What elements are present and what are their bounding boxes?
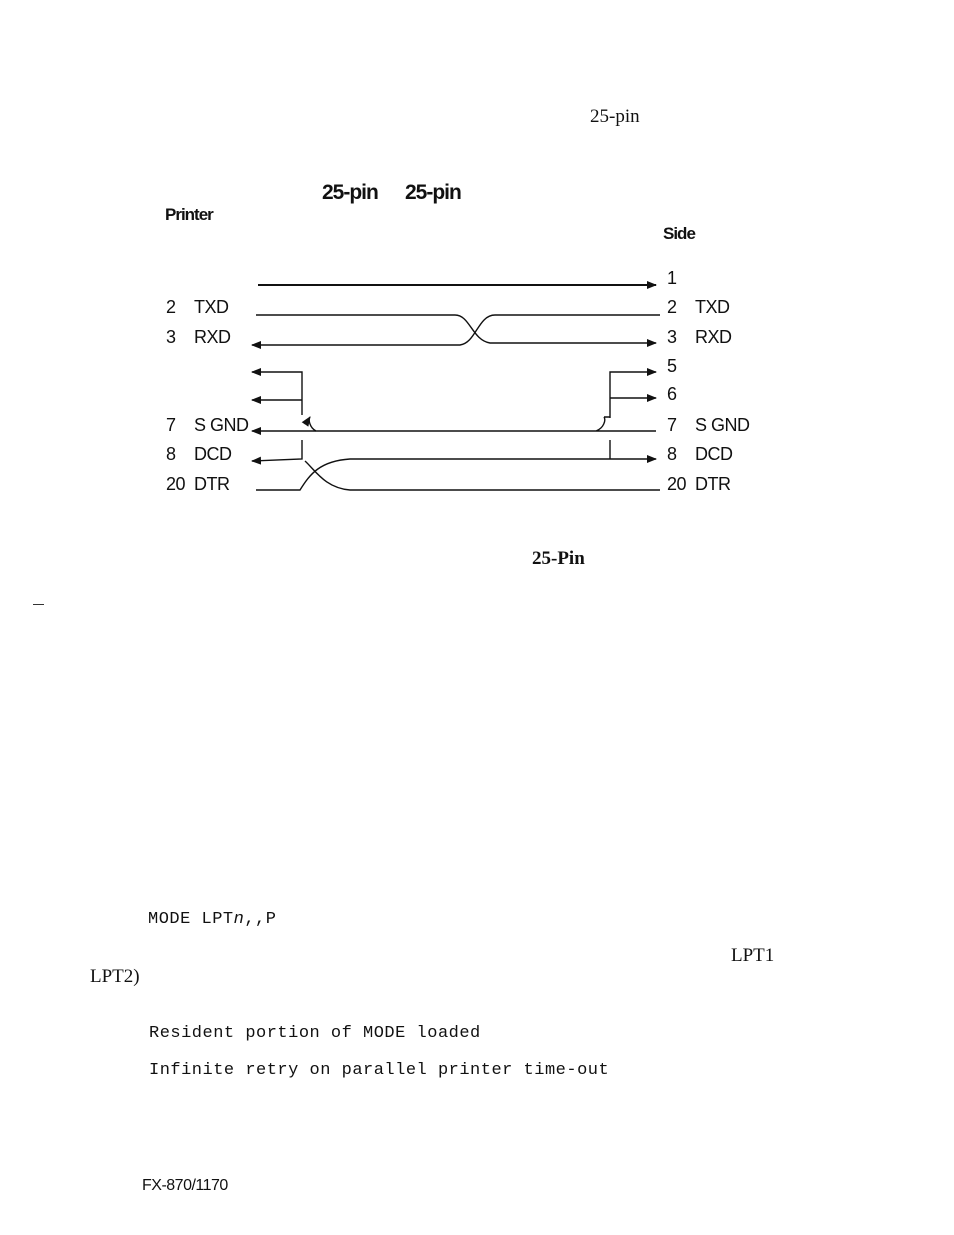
- left-pin-number: 8: [166, 444, 176, 464]
- page-footer: FX-870/1170: [142, 1177, 228, 1194]
- left-pin-number: 20: [166, 474, 186, 494]
- figure-caption: 25-Pin: [532, 548, 585, 569]
- right-pin-number: 20: [667, 474, 687, 494]
- wire-dtr-cross: [305, 461, 660, 490]
- lpt1-label: LPT1: [731, 945, 775, 966]
- wire-left-loop: [252, 372, 302, 415]
- left-pin-signal: S GND: [194, 415, 249, 435]
- left-pin-signal: DTR: [194, 474, 230, 494]
- wire-dcd-cross: [256, 459, 610, 490]
- left-pin-number: 7: [166, 415, 176, 435]
- left-pin-number: 3: [166, 327, 176, 347]
- left-pin-signal: TXD: [194, 297, 229, 317]
- lpt2-label: LPT2): [90, 966, 140, 987]
- wire-txd-cross: [256, 315, 656, 343]
- mode-command: [148, 910, 276, 929]
- wire-right-loop: [610, 372, 656, 418]
- wire-left-loop-dcd: [252, 440, 302, 461]
- right-pin-signal: S GND: [695, 415, 750, 435]
- right-pin-signal: TXD: [695, 297, 730, 317]
- right-pin-number: 5: [667, 356, 677, 376]
- right-side-label: Side: [663, 224, 695, 243]
- right-pin-number: 3: [667, 327, 677, 347]
- right-pin-signal: DCD: [695, 444, 733, 464]
- right-pin-number: 6: [667, 384, 677, 404]
- right-pin-number: 1: [667, 268, 677, 288]
- top-connector-label: 25-pin: [590, 106, 640, 127]
- mode-command-suffix: ,,P: [244, 910, 277, 929]
- left-side-label: Printer: [165, 205, 213, 224]
- left-pin-signal: DCD: [194, 444, 232, 464]
- right-pin-signal: RXD: [695, 327, 732, 347]
- mode-command-prefix: MODE LPT: [148, 910, 234, 929]
- right-pin-signal: DTR: [695, 474, 731, 494]
- left-pin-number: 2: [166, 297, 176, 317]
- left-pin-signal: RXD: [194, 327, 231, 347]
- right-pin-number: 8: [667, 444, 677, 464]
- output-line: Infinite retry on parallel printer time-out: [149, 1061, 610, 1080]
- wire-sgnd: [309, 417, 656, 431]
- mode-command-variable: n: [233, 910, 245, 929]
- wire-rxd-cross: [252, 315, 660, 345]
- output-line: Resident portion of MODE loaded: [149, 1024, 481, 1043]
- right-pin-number: 2: [667, 297, 677, 317]
- margin-mark: [33, 604, 44, 605]
- diagram-title-left: 25-pin: [322, 181, 378, 204]
- diagram-title-right: 25-pin: [405, 181, 461, 204]
- right-pin-number: 7: [667, 415, 677, 435]
